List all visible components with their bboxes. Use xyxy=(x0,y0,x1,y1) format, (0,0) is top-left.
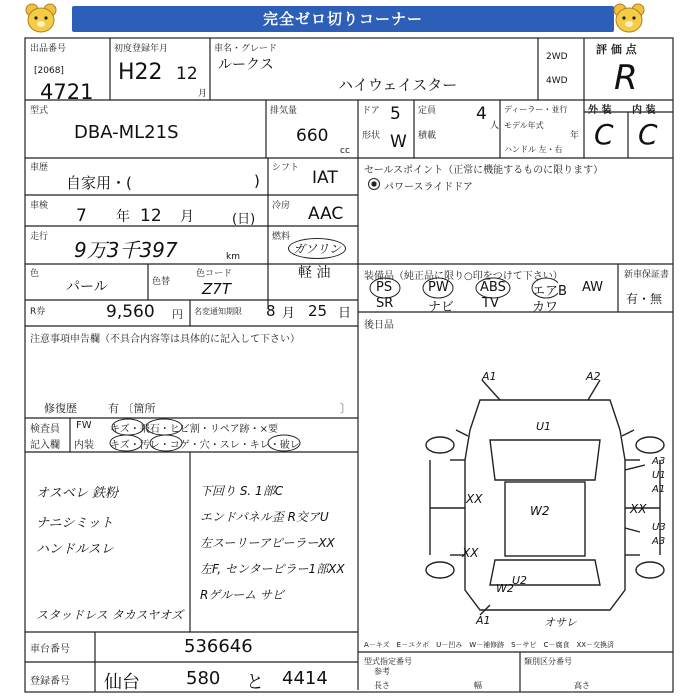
equip-ps: PS xyxy=(376,280,393,295)
inspector-label-2: 記入欄 xyxy=(30,440,60,451)
mark-u1: U1 xyxy=(536,420,552,433)
equipment-circles xyxy=(358,276,558,300)
first-reg-month: 12 xyxy=(176,64,198,84)
mark-a1-right: A1 xyxy=(652,484,666,495)
color-value: パール xyxy=(66,279,108,295)
name-change-month: 8 xyxy=(266,302,276,320)
mark-a3-right-2: A3 xyxy=(652,536,666,547)
inspection-year-unit: 年 xyxy=(116,209,130,225)
mileage-label: 走行 xyxy=(30,232,49,242)
model-value: DBA-ML21S xyxy=(74,122,179,143)
dealer-year-unit: 年 xyxy=(570,131,580,141)
spec-label-2: 類別区分番号 xyxy=(524,657,572,666)
first-reg-label: 初度登録年月 xyxy=(114,44,169,54)
mark-w2-bottom: W2 xyxy=(496,582,514,595)
history-value: 自家用・( xyxy=(66,174,132,192)
mark-a2-top: A2 xyxy=(586,370,601,383)
car-name: ルークス xyxy=(218,57,274,73)
inspector-note-2: ナニシミット xyxy=(36,516,114,531)
mark-u3: U3 xyxy=(652,522,666,533)
registration-number: 4414 xyxy=(282,668,328,689)
recycle-unit: 円 xyxy=(172,308,183,321)
inspector-note2-5: Rゲルーム サビ xyxy=(200,588,284,602)
chassis-label: 車台番号 xyxy=(30,644,70,655)
equip-aw: AW xyxy=(582,280,604,295)
equip-leather: カワ xyxy=(532,300,559,315)
color-code-label: 色コード xyxy=(196,269,233,279)
equip-airbag: エアB xyxy=(532,284,567,299)
drive-4wd: 4WD xyxy=(546,76,568,86)
mark-u1-right: U1 xyxy=(652,470,666,481)
capacity-label: 定員 xyxy=(418,106,437,116)
displacement-unit: cc xyxy=(340,146,350,156)
repair-value: 有 〔箇所 xyxy=(108,402,156,415)
shape-label: 形状 xyxy=(362,131,381,141)
int-label: 内 装 xyxy=(632,105,656,116)
inspector-note2-2: エンドパネル歪 R交アU xyxy=(200,510,329,524)
registration-kana: と xyxy=(246,672,264,693)
car-grade: ハイウェイスター xyxy=(338,76,458,94)
first-reg-unit: 月 xyxy=(198,89,208,99)
first-reg-year: H22 xyxy=(118,60,163,85)
chassis-value: 536646 xyxy=(184,636,253,657)
shape-value: W xyxy=(390,132,407,152)
history-label: 車歴 xyxy=(30,163,49,173)
repair-close: 〕 xyxy=(340,402,351,415)
notes-label: 注意事項申告欄（不具合内容等は具体的に記入して下さい） xyxy=(30,334,300,345)
inspector-note2-1: 下回り S. 1部C xyxy=(200,484,284,498)
aircon-value: AAC xyxy=(308,204,344,224)
registration-label: 登録番号 xyxy=(30,676,70,687)
color-change-label: 色替 xyxy=(152,277,171,287)
mark-a1-bottom: A1 xyxy=(476,614,491,627)
dealer-handle: ハンドル 左・右 xyxy=(504,145,563,154)
color-label: 色 xyxy=(30,269,40,279)
equip-navi: ナビ xyxy=(428,300,455,315)
dealer-model-year: モデル年式 xyxy=(504,121,544,130)
ext-label: 外 装 xyxy=(588,105,612,116)
inspector-note2-4: 左F, センターピラー1部XX xyxy=(200,562,345,576)
inspector-note2-3: 左スーリーアピーラーXX xyxy=(200,536,335,550)
sales-points-label: セールスポイント（正常に機能するものに限ります） xyxy=(364,165,604,176)
name-change-label: 名変通知期限 xyxy=(194,307,242,316)
shift-label: シフト xyxy=(272,163,300,173)
mark-xx-right: XX xyxy=(630,502,647,516)
score-value: R xyxy=(614,58,638,98)
aircon-label: 冷房 xyxy=(272,201,291,211)
inspection-day: (日) xyxy=(232,212,256,227)
dealer-label: ディーラー・並行 xyxy=(504,105,568,114)
mark-xx-bottom: XX xyxy=(462,546,479,560)
interior-items: キズ・汚レ・コゲ・穴・スレ・キレ・破レ xyxy=(110,440,300,451)
spec-label-1: 型式指定番号 xyxy=(364,657,412,666)
fuel-label: 燃料 xyxy=(272,232,291,242)
recycle-value: 9,560 xyxy=(106,302,155,322)
mark-osare: オサレ xyxy=(544,616,577,629)
spec-width: 幅 xyxy=(474,681,482,690)
header-title: 完全ゼロ切りコーナー xyxy=(72,6,614,32)
lot-number: 4721 xyxy=(40,80,94,104)
repair-label: 修復歴 xyxy=(44,402,77,415)
registration-class: 580 xyxy=(186,668,221,689)
fuel-selected: ガソリン xyxy=(288,238,346,259)
spec-ref: 参考 xyxy=(374,667,390,676)
inspector-label: 検査員 xyxy=(30,424,60,435)
later-items-label: 後日品 xyxy=(364,320,394,331)
mileage-value: 9万3千397 xyxy=(74,238,178,262)
fw-items: キズ・飛石・ヒビ割・リペア跡・×要 xyxy=(110,424,278,435)
mark-u2: U2 xyxy=(512,574,528,587)
damage-legend: A－キズ E－ユクボ U－凹み W－補修跡 S－サビ C－腐食 XX－交換済 xyxy=(364,641,615,649)
mark-a3-right-1: A3 xyxy=(652,456,666,467)
equip-abs: ABS xyxy=(480,280,506,295)
inspector-note-3: ハンドルスレ xyxy=(36,542,114,557)
ext-score: C xyxy=(594,118,614,151)
checked-circle-icon xyxy=(368,178,380,190)
mark-w2-center: W2 xyxy=(530,504,550,518)
capacity-value: 4 xyxy=(476,104,487,124)
capacity-unit: 人 xyxy=(490,121,500,131)
int-score: C xyxy=(638,118,658,151)
name-change-day: 25 xyxy=(308,302,328,320)
inspector-note-1: オスベレ 鉄粉 xyxy=(36,486,119,501)
displacement-label: 排気量 xyxy=(270,106,298,116)
inspection-month-unit: 月 xyxy=(180,209,194,225)
sales-point-item: パワースライドドア xyxy=(384,182,473,193)
model-label: 型式 xyxy=(30,106,49,116)
inspection-label: 車検 xyxy=(30,201,49,211)
equip-tv: TV xyxy=(482,296,499,311)
score-label: 評 価 点 xyxy=(596,43,637,56)
inspection-year: 7 xyxy=(76,206,87,226)
name-change-day-unit: 日 xyxy=(338,306,352,321)
inspector-circles xyxy=(100,414,320,454)
equipment-label: 装備品（純正品に限り○印をつけて下さい） xyxy=(364,271,563,282)
fw-label: FW xyxy=(76,420,92,431)
recycle-label: R券 xyxy=(30,307,46,317)
doors-label: ドア xyxy=(362,106,380,116)
spec-height: 高さ xyxy=(574,681,590,690)
inspection-month: 12 xyxy=(140,206,162,226)
spec-length: 長さ xyxy=(374,681,390,690)
shift-value: IAT xyxy=(312,168,338,188)
doors-value: 5 xyxy=(390,104,401,124)
load-label: 積載 xyxy=(418,131,437,141)
equip-sr: SR xyxy=(376,296,394,311)
color-code: Z7T xyxy=(202,280,231,298)
warranty-value: 有・無 xyxy=(626,292,663,306)
lot-label: 出品番号 xyxy=(30,44,67,54)
drive-2wd: 2WD xyxy=(546,52,568,62)
inspector-note-4: スタッドレス タカスヤオズ xyxy=(36,608,184,622)
registration-area: 仙台 xyxy=(104,672,140,693)
mark-a1-top: A1 xyxy=(482,370,497,383)
car-name-label: 車名・グレード xyxy=(214,44,278,54)
name-change-month-unit: 月 xyxy=(282,306,296,321)
mileage-unit: km xyxy=(226,252,240,262)
displacement-value: 660 xyxy=(296,126,329,146)
fuel-other: 軽 油 xyxy=(298,265,331,281)
history-close: ) xyxy=(254,172,260,190)
warranty-label: 新車保証書 xyxy=(624,270,670,280)
equip-pw: PW xyxy=(428,280,449,295)
interior-label: 内装 xyxy=(74,440,94,451)
mark-xx-left: XX xyxy=(466,492,483,506)
lot-sub: [2068] xyxy=(34,66,64,76)
